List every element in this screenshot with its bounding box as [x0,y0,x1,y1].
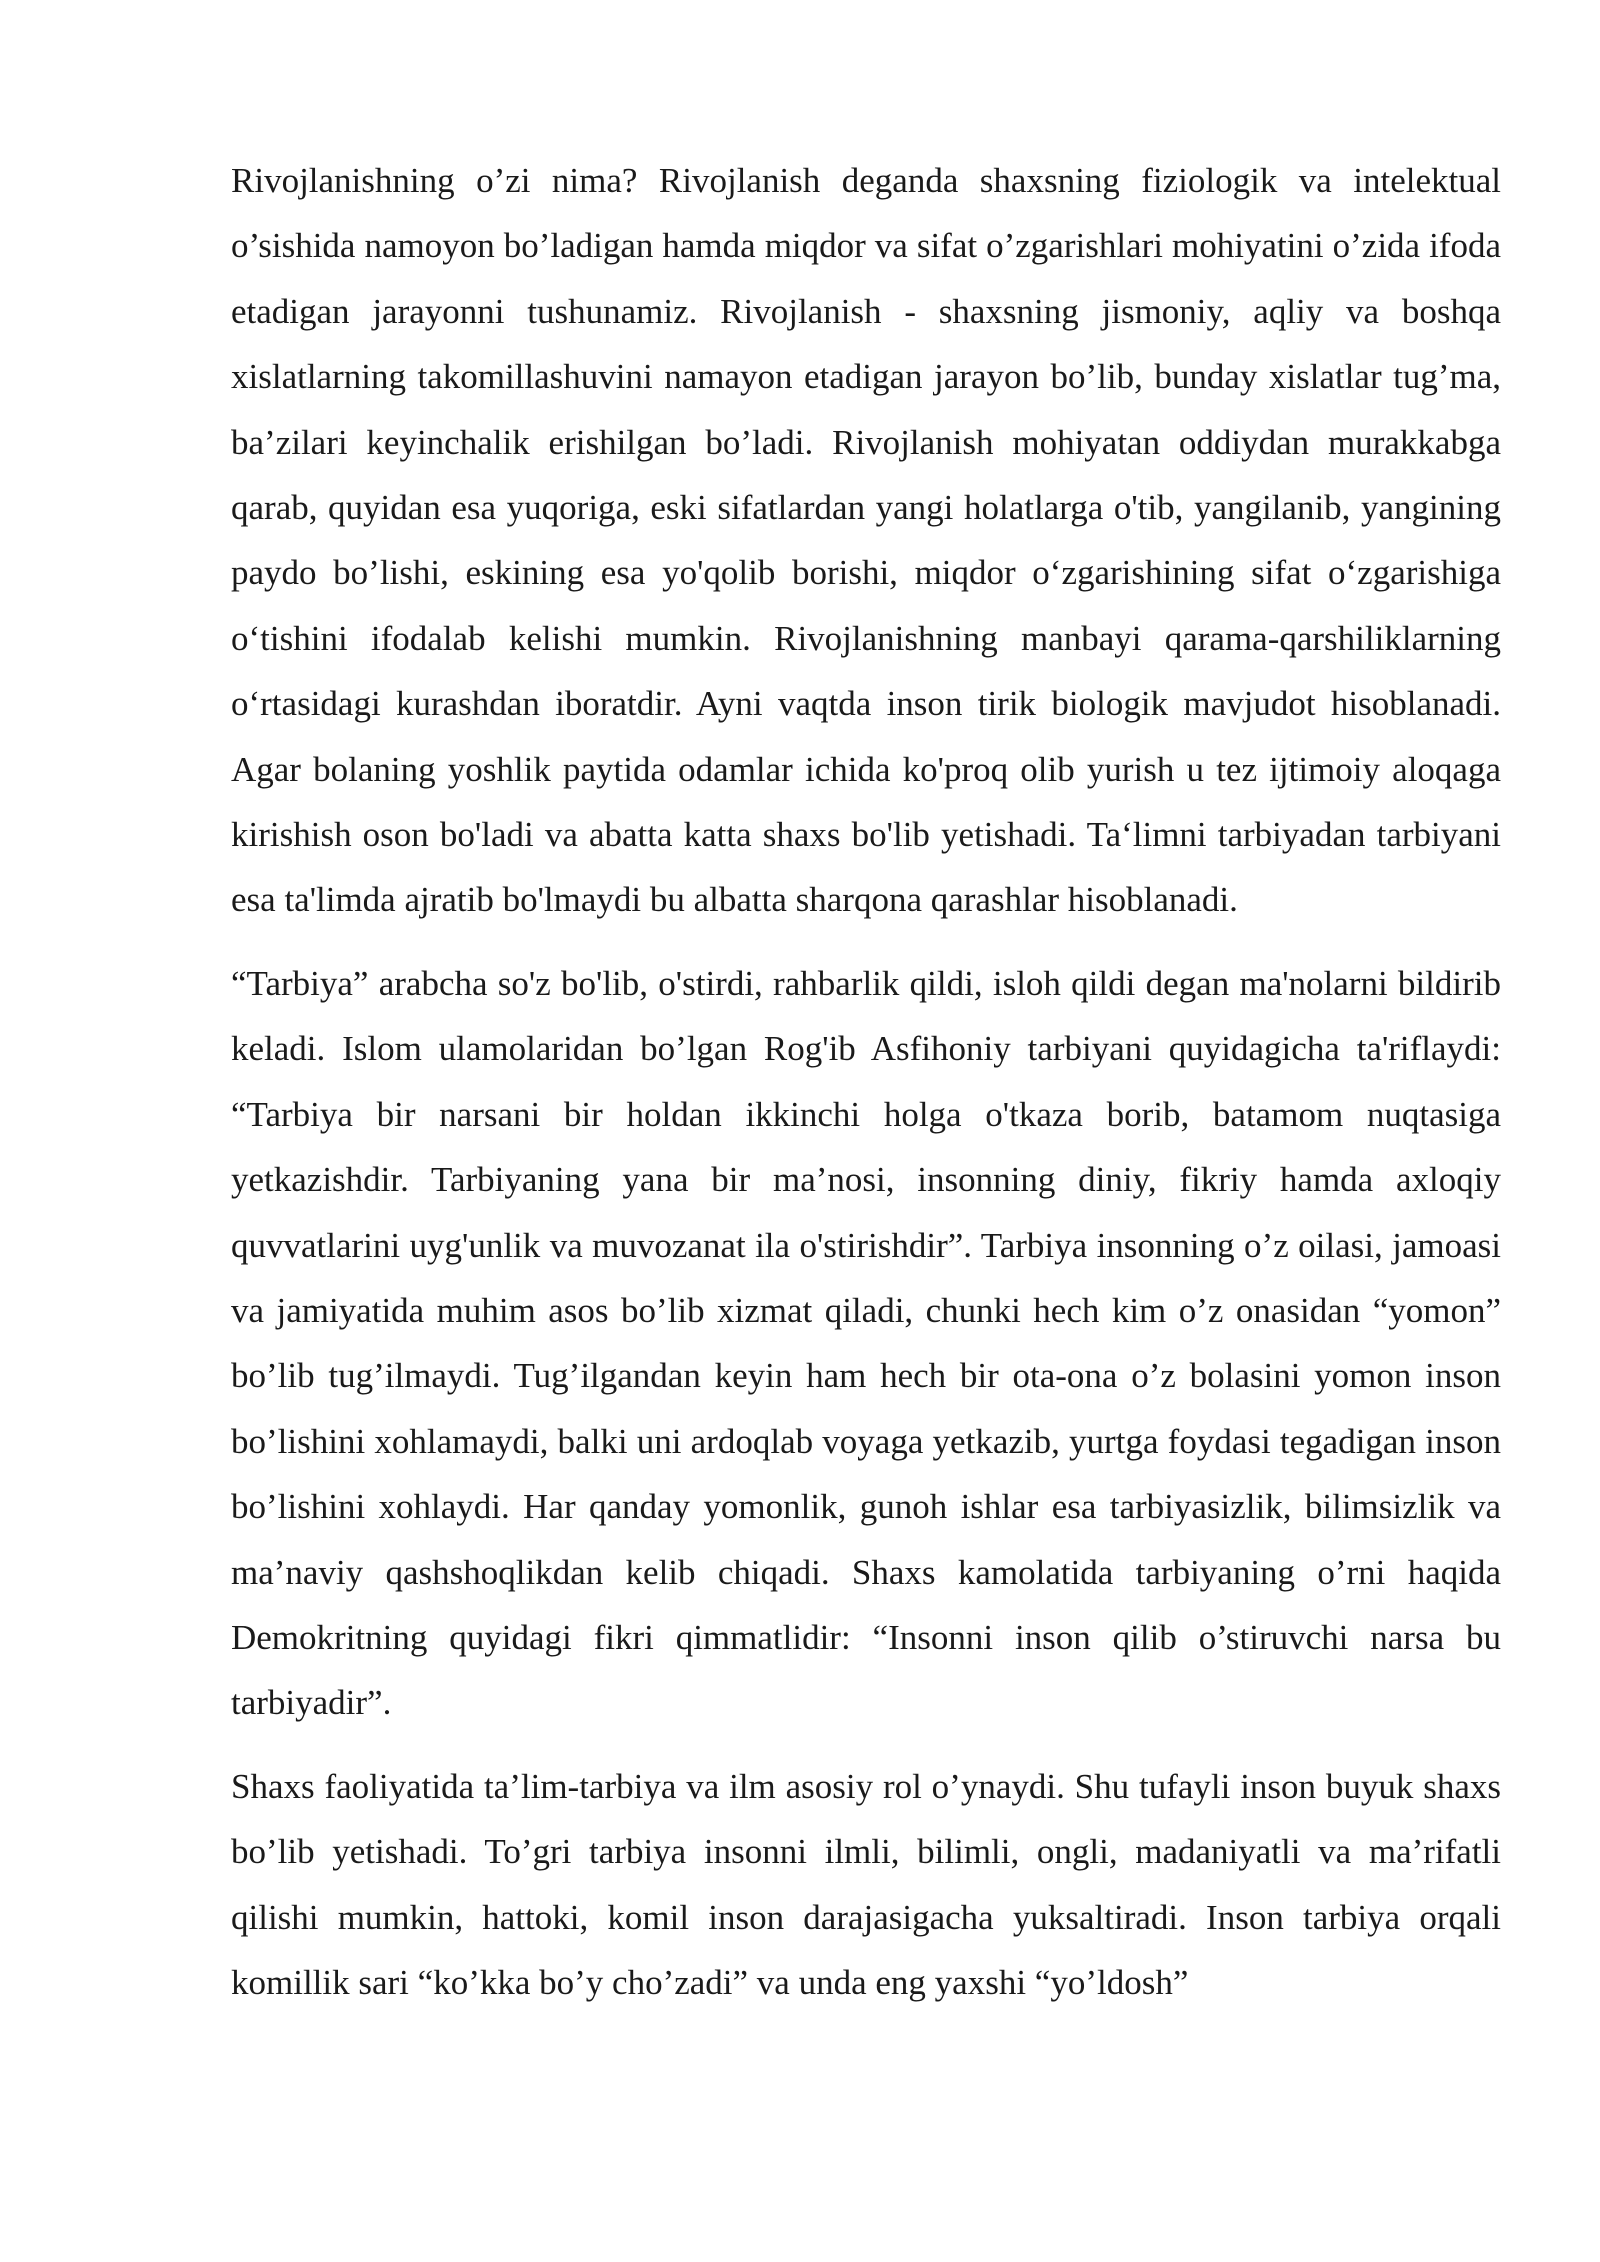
paragraph-1: Rivojlanishning o’zi nima? Rivojlanish deganda shaxsning fiziologik va intelektual o’sishida namoyon bo’ladigan hamda miqdor va sifat o’zgarishlari mohiyatini o’zida ifoda etadigan jarayonni tushunamiz. Rivojlanish - shaxsning jismoniy, aqliy va boshqa xislatlarning takomillashuvini namayon etadigan jarayon bo’lib, bunday xislatlar tug’ma, ba’zilari keyinchalik erishilgan bo’ladi. Rivojlanish mohiyatan oddiydan murakkabga qarab, quyidan esa yuqoriga, eski sifatlardan yangi holatlarga o'tib, yangilanib, yangining paydo bo’lishi, eskining esa yo'qolib borishi, miqdor o‘zgarishining sifat o‘zgarishiga o‘tishini ifodalab kelishi mumkin. Rivojlanishning manbayi qarama-qarshiliklarning o‘rtasidagi kurashdan iboratdir. Ayni vaqtda inson tirik biologik mavjudot hisoblanadi. Agar bolaning yoshlik paytida odamlar ichida ko'proq olib yurish u tez ijtimoiy aloqaga kirishish oson bo'ladi va abatta katta shaxs bo'lib yetishadi. Ta‘limni tarbiyadan tarbiyani esa ta'limda ajratib bo'lmaydi bu albatta sharqona qarashlar hisoblanadi. [231,161,1501,920]
document-body [231,148,1501,2015]
paragraph-2: “Tarbiya” arabcha so'z bo'lib, o'stirdi, rahbarlik qildi, isloh qildi degan ma'nolarni bildirib keladi. Islom ulamolaridan bo’lgan Rog'ib Asfihoniy tarbiyani quyidagicha ta'riflaydi: “Tarbiya bir narsani bir holdan ikkinchi holga o'tkaza borib, batamom nuqtasiga yetkazishdir. Tarbiyaning yana bir ma’nosi, insonning diniy, fikriy hamda axloqiy quvvatlarini uyg'unlik va muvozanat ila o'stirishdir”. Tarbiya insonning o’z oilasi, jamoasi va jamiyatida muhim asos bo’lib xizmat qiladi, chunki hech kim o’z onasidan “yomon” bo’lib tug’ilmaydi. Tug’ilgandan keyin ham hech bir ota-ona o’z bolasini yomon inson bo’lishini xohlamaydi, balki uni ardoqlab voyaga yetkazib, yurtga foydasi tegadigan inson bo’lishini xohlaydi. Har qanday yomonlik, gunoh ishlar esa tarbiyasizlik, bilimsizlik va ma’naviy qashshoqlikdan kelib chiqadi. Shaxs kamolatida tarbiyaning o’rni haqida Demokritning quyidagi fikri qimmatlidir: “Insonni inson qilib o’stiruvchi narsa bu tarbiyadir”. [231,963,1501,1723]
paragraph-3: Shaxs faoliyatida ta’lim-tarbiya va ilm asosiy rol o’ynaydi. Shu tufayli inson buyuk shaxs bo’lib yetishadi. To’gri tarbiya insonni ilmli, bilimli, ongli, madaniyatli va ma’rifatli qilishi mumkin, hattoki, komil inson darajasigacha yuksaltiradi. Inson tarbiya orqali komillik sari “ko’kka bo’y cho’zadi” va unda eng yaxshi “yo’ldosh” [231,1766,1501,2002]
